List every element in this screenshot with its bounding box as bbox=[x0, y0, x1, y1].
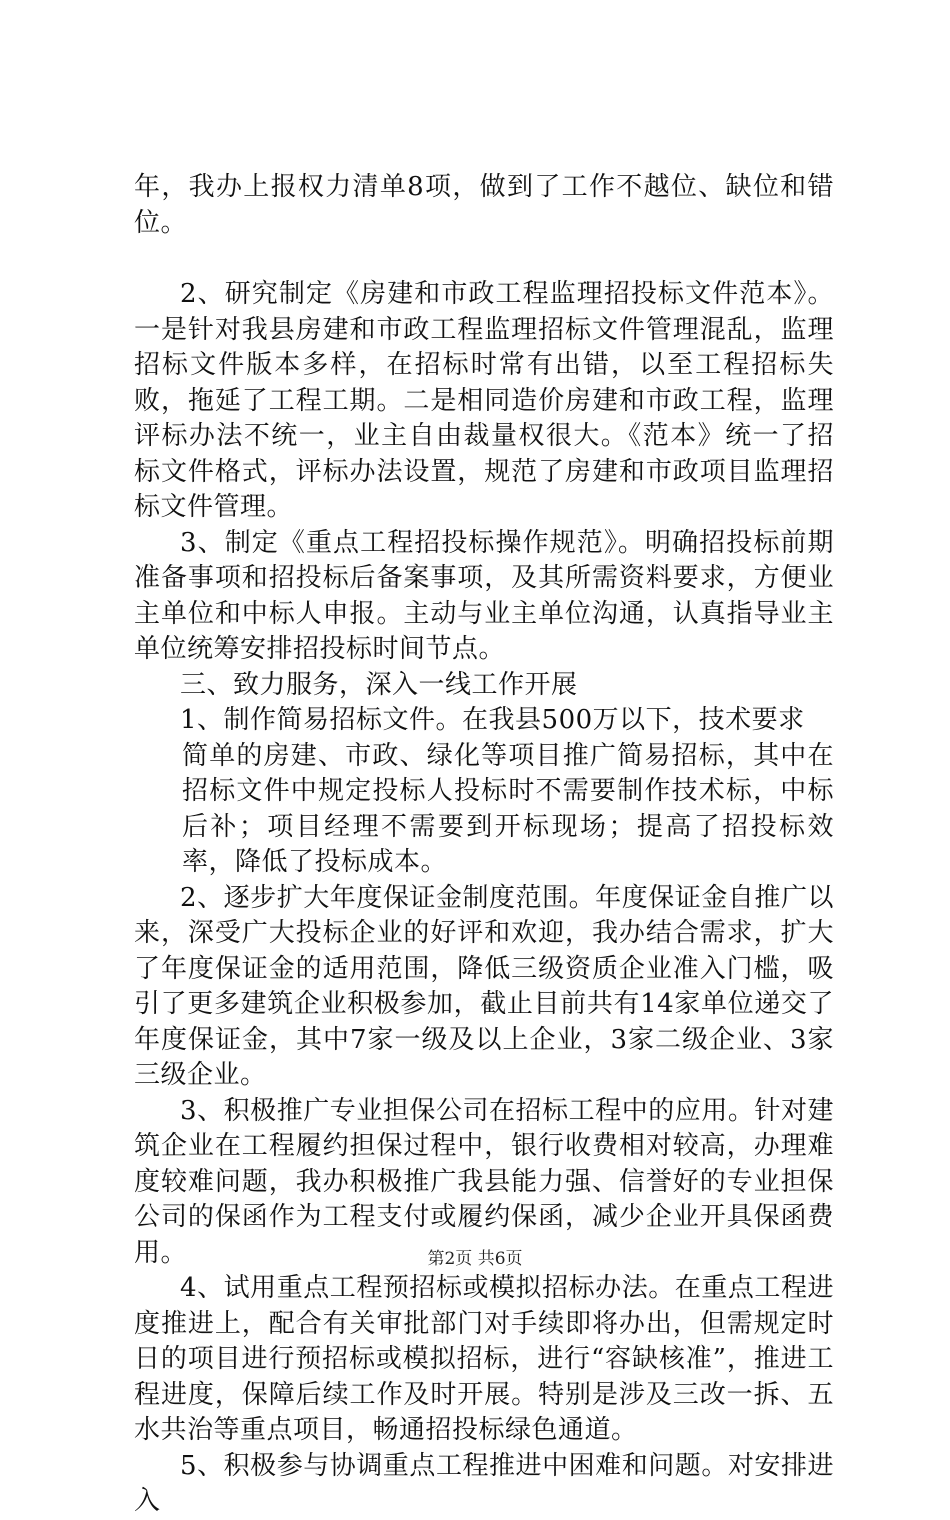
paragraph-item-1-simple-tender-body: 简单的房建、市政、绿化等项目推广简易招标，其中在招标文件中规定投标人投标时不需要制作技术标，中标后补；项目经理不需要到开标现场；提高了招投标效率，降低了投标成本。 bbox=[182, 740, 834, 877]
paragraph-item-2-annual-deposit: 2、逐步扩大年度保证金制度范围。年度保证金自推广以来，深受广大投标企业的好评和欢迎，我办结合需求，扩大了年度保证金的适用范围，降低三级资质企业准入门槛，吸引了更多建筑企业积极参加，截止目前共有14家单位递交了年度保证金，其中7家一级及以上企业，3家二级企业、3家三级企业。 bbox=[134, 882, 834, 1090]
section-heading-three: 三、致力服务，深入一线工作开展 bbox=[180, 669, 578, 700]
paragraph-continuation: 年，我办上报权力清单8项，做到了工作不越位、缺位和错位。 bbox=[134, 172, 834, 238]
paragraph-item-5-coordination: 5、积极参与协调重点工程推进中困难和问题。对安排进入 bbox=[134, 1450, 834, 1516]
paragraph-item-1-simple-tender-lead: 1、制作简易招标文件。在我县500万以下，技术要求 bbox=[180, 705, 805, 735]
page-number-label: 第2页 共6页 bbox=[427, 1249, 523, 1269]
document-body bbox=[134, 170, 834, 1520]
paragraph-item-2-supervision-template: 2、研究制定《房建和市政工程监理招投标文件范本》。一是针对我县房建和市政工程监理招标文件管理混乱，监理招标文件版本多样，在招标时常有出错，以至工程招标失败，拖延了工程工期。二是相同造价房建和市政工程，监理评标办法不统一，业主自由裁量权很大。《范本》统一了招标文件格式，评标办法设置，规范了房建和市政项目监理招标文件管理。 bbox=[134, 279, 834, 522]
paragraph-item-3-guarantee-company: 3、积极推广专业担保公司在招标工程中的应用。针对建筑企业在工程履约担保过程中，银行收费相对较高，办理难度较难问题，我办积极推广我县能力强、信誉好的专业担保公司的保函作为工程支付或履约保函，减少企业开具保函费用。 bbox=[134, 1095, 834, 1268]
paragraph-item-3-key-project-rules: 3、制定《重点工程招投标操作规范》。明确招投标前期准备事项和招投标后备案事项，及其所需资料要求，方便业主单位和中标人申报。主动与业主单位沟通，认真指导业主单位统筹安排招投标时间节点。 bbox=[134, 527, 834, 664]
paragraph-item-4-pre-tender: 4、试用重点工程预招标或模拟招标办法。在重点工程进度推进上，配合有关审批部门对手续即将办出，但需规定时日的项目进行预招标或模拟招标，进行“容缺核准”，推进工程进度，保障后续工作及时开展。特别是涉及三改一拆、五水共治等重点项目，畅通招投标绿色通道。 bbox=[134, 1273, 834, 1445]
page-footer bbox=[0, 1244, 950, 1269]
